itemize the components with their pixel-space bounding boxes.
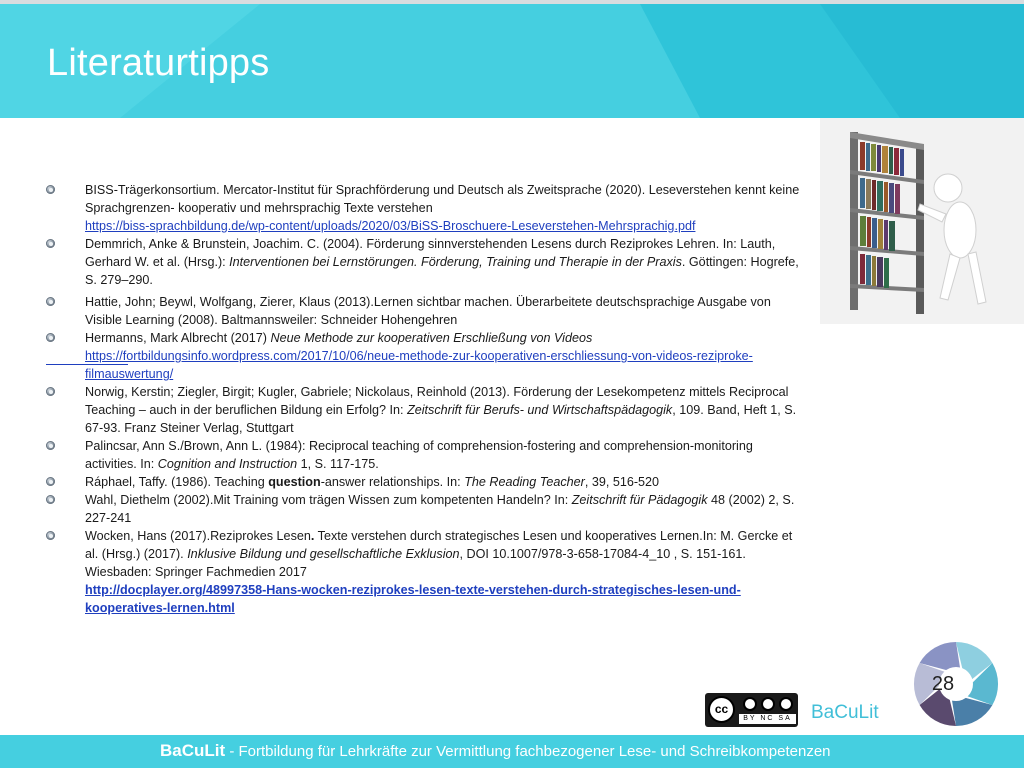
reference-text: The Reading Teacher bbox=[464, 475, 585, 489]
reference-text: Demmrich, Anke & Brunstein, Joachim. C. (2004). Förderung sinnverstehenden Lesens durch Reziprokes Lehren. In: Lauth, Gerhard W. et al. (Hrsg.): bbox=[85, 237, 776, 269]
reference-text: BISS-Trägerkonsortium. Mercator-Institut für Sprachförderung und Deutsch als Zweitsprache (2020). Leseverstehen kennt keine Sprachgrenzen- kooperativ und mehrsprachig Texte verstehen bbox=[85, 183, 800, 215]
reference-text: Texte verstehen durch strategisches Lesen und kooperatives Lernen.In: M. Gercke et al. (Hrsg.) (2017). bbox=[85, 529, 793, 561]
bullet-icon bbox=[46, 297, 55, 306]
reference-list bbox=[46, 181, 806, 617]
page-title: Literaturtipps bbox=[47, 42, 270, 84]
reference-text: Norwig, Kerstin; Ziegler, Birgit; Kugler, Gabriele; Nickolaus, Reinhold (2013). Förderung der Lesekompetenz mittels Reciprocal Teaching – auch in der beruflichen Bildung ein Erfolg? In: bbox=[85, 385, 789, 417]
bullet-icon bbox=[46, 495, 55, 504]
title-banner bbox=[0, 4, 1024, 118]
reference-text: Neue Methode zur kooperativen Erschließung von Videos bbox=[270, 331, 593, 345]
reference-text: , DOI 10.1007/978-3-658-17084-4_10 , S. 151-161. Wiesbaden: Springer Fachmedien 2017 bbox=[85, 547, 746, 579]
reference-text: Hattie, John; Beywl, Wolfgang, Zierer, Klaus (2013).Lernen sichtbar machen. Überarbeitete deutschsprachige Ausgabe von Visible Learning (2008). Baltmannsweiler: Schneider Hohengehren bbox=[85, 295, 771, 327]
sa-icon bbox=[779, 697, 793, 711]
reference-text: , 109. Band, Heft 1, S. 67-93. Franz Steiner Verlag, Stuttgart bbox=[85, 403, 797, 435]
reference-text: . Göttingen: Hogrefe, S. 279–290. bbox=[85, 255, 799, 287]
bullet-icon bbox=[46, 333, 55, 342]
license-label: BY NC SA bbox=[739, 714, 796, 724]
reference-text: 1, S. 117-175. bbox=[297, 457, 379, 471]
reference-item bbox=[46, 437, 806, 473]
nc-icon bbox=[761, 697, 775, 711]
reference-link[interactable]: https://fortbildungsinfo.wordpress.com/2017/10/06/neue-methode-zur-kooperativen-erschliessung-von-videos-reziproke-filmauswertung/ bbox=[85, 349, 753, 381]
bullet-icon bbox=[46, 185, 55, 194]
reference-text: Wocken, Hans (2017).Reziprokes Lesen bbox=[85, 529, 311, 543]
aperture-logo-icon bbox=[913, 641, 999, 727]
reference-item bbox=[46, 181, 806, 235]
creative-commons-license-badge[interactable] bbox=[705, 693, 798, 727]
bullet-icon bbox=[46, 387, 55, 396]
bookshelf-illustration bbox=[820, 118, 1024, 324]
reference-text: 48 (2002) 2, S. 227-241 bbox=[85, 493, 795, 525]
footer-brand: BaCuLit bbox=[160, 741, 226, 760]
reference-text: Hermanns, Mark Albrecht (2017) bbox=[85, 331, 271, 345]
reference-text: , 39, 516-520 bbox=[584, 475, 660, 489]
footer-caption: - Fortbildung für Lehrkräfte zur Vermittlung fachbezogener Lese- und Schreibkompetenzen bbox=[225, 743, 831, 760]
reference-text: . bbox=[310, 529, 315, 543]
cc-icon: cc bbox=[708, 696, 735, 723]
reference-text: Interventionen bei Lernstörungen. Förderung, Training und Therapie in der Praxis bbox=[229, 255, 682, 269]
reference-item bbox=[46, 383, 806, 437]
bullet-icon bbox=[46, 441, 55, 450]
reference-item bbox=[46, 491, 806, 527]
footer-bar bbox=[0, 735, 1024, 768]
by-icon bbox=[743, 697, 757, 711]
reference-text: -answer relationships. In: bbox=[320, 475, 465, 489]
bullet-icon bbox=[46, 477, 55, 486]
reference-item bbox=[46, 527, 806, 617]
reference-text: question bbox=[268, 475, 321, 489]
reference-text: Inklusive Bildung und gesellschaftliche Exklusion bbox=[187, 547, 460, 561]
reference-item bbox=[46, 235, 806, 289]
link-underline-decoration bbox=[46, 364, 128, 365]
reference-link[interactable]: https://biss-sprachbildung.de/wp-content/uploads/2020/03/BiSS-Broschuere-Leseverstehen-Mehrsprachig.pdf bbox=[85, 219, 696, 233]
reference-item bbox=[46, 293, 806, 329]
reference-text: Wahl, Diethelm (2002).Mit Training vom trägen Wissen zum kompetenten Handeln? In: bbox=[85, 493, 572, 507]
reference-item bbox=[46, 329, 806, 383]
reference-text: Zeitschrift für Pädagogik bbox=[571, 493, 708, 507]
bullet-icon bbox=[46, 239, 55, 248]
brand-tag: BaCuLit bbox=[811, 702, 879, 723]
reference-text: Ráphael, Taffy. (1986). Teaching bbox=[85, 475, 269, 489]
reference-text: Palincsar, Ann S./Brown, Ann L. (1984): Reciprocal teaching of comprehension-fostering and comprehension-monitoring activities. In: bbox=[85, 439, 753, 471]
reference-text: Cognition and Instruction bbox=[157, 457, 298, 471]
reference-link[interactable]: http://docplayer.org/48997358-Hans-wocken-reziprokes-lesen-texte-verstehen-durch-strategisches-lesen-und-kooperatives-lernen.html bbox=[85, 583, 741, 615]
reference-item bbox=[46, 473, 806, 491]
reference-text: Zeitschrift für Berufs- und Wirtschaftspädagogik bbox=[407, 403, 673, 417]
footer-text bbox=[160, 741, 831, 761]
page-number: 28 bbox=[931, 673, 955, 695]
bullet-icon bbox=[46, 531, 55, 540]
